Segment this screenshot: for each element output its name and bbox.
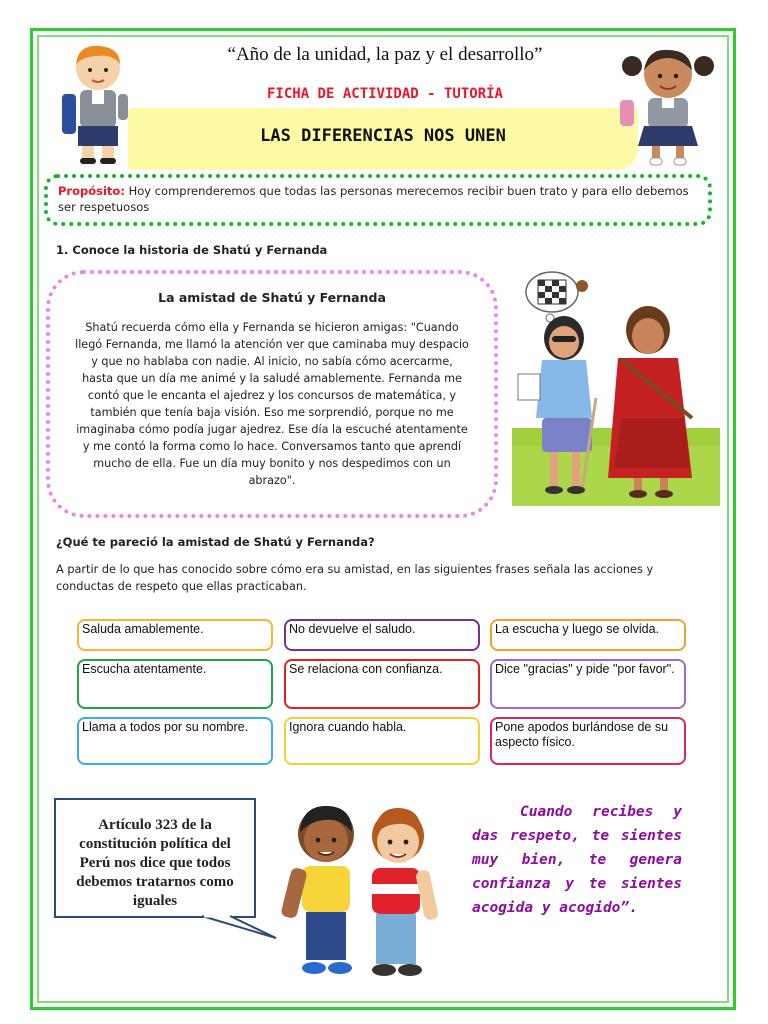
instructions-text: A partir de lo que has conocido sobre cómo era su amistad, en las siguientes frases señala las acciones y conductas de respeto que ellas practicaban.	[56, 563, 654, 593]
option-box[interactable]: Dice "gracias" y pide "por favor".	[490, 659, 686, 709]
story-text: Shatú recuerda cómo ella y Fernanda se hicieron amigas: "Cuando llegó Fernanda, me llamó la atención ver que caminaba muy despacio y que no hablaba con nadie. Al inicio, no sabía cómo acercarme, hasta que un día me animé y la saludé amablemente. Fernanda me contó que le encanta el ajedrez y los concursos de matemática, y también que tenía baja visión. Eso me sorprendió, porque no me imaginaba cómo podía jugar ajedrez. Ese día la escuché atentamente y me contó la forma como lo hace. Conversamos tanto que aprendí mucho de ella. Fue un día muy bonito y nos despedimos con un abrazo".	[75, 321, 469, 487]
purpose-text: Hoy comprenderemos que todas las personas merecemos recibir buen trato y para ello debemos ser respetuosos	[58, 184, 689, 214]
option-box[interactable]: Escucha atentamente.	[77, 659, 273, 709]
girl-student-illustration	[618, 46, 718, 170]
option-box[interactable]: Llama a todos por su nombre.	[77, 717, 273, 765]
option-box[interactable]: Ignora cuando habla.	[284, 717, 480, 765]
question-heading: ¿Qué te pareció la amistad de Shatú y Fernanda?	[56, 535, 375, 549]
option-box[interactable]: Pone apodos burlándose de su aspecto físico.	[490, 717, 686, 765]
activity-sheet-label: FICHA DE ACTIVIDAD - TUTORÍA	[266, 86, 503, 102]
option-box[interactable]: Saluda amablemente.	[77, 619, 273, 651]
callout-text: Artículo 323 de la constitución política del Perú nos dice que todos debemos tratarnos como iguales	[76, 817, 234, 909]
two-boys-illustration	[280, 796, 452, 982]
option-box[interactable]: Se relaciona con confianza.	[284, 659, 480, 709]
story-title: La amistad de Shatú y Fernanda	[158, 290, 386, 305]
constitution-callout	[54, 798, 256, 918]
story-box	[46, 270, 498, 518]
option-box[interactable]: La escucha y luego se olvida.	[490, 619, 686, 651]
step-1-heading: 1. Conoce la historia de Shatú y Fernanda	[56, 243, 328, 257]
purpose-label: Propósito:	[58, 184, 125, 198]
option-box[interactable]: No devuelve el saludo.	[284, 619, 480, 651]
motto-heading: “Año de la unidad, la paz y el desarrollo”	[227, 44, 543, 65]
respect-quote	[472, 800, 682, 920]
page-title: LAS DIFERENCIAS NOS UNEN	[260, 126, 506, 146]
quote-text: Cuando recibes y das respeto, te sientes muy bien, te genera confianza y te sientes acogida y acogido”.	[472, 804, 682, 916]
purpose-box	[44, 174, 712, 226]
boy-student-illustration	[54, 42, 144, 167]
callout-tail	[200, 914, 280, 940]
two-friends-illustration	[512, 268, 720, 506]
